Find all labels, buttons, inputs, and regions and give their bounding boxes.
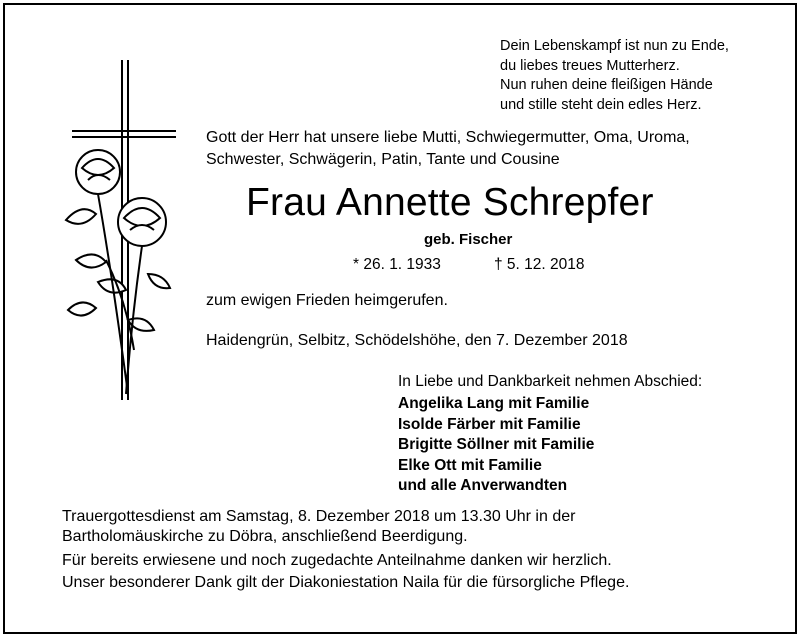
farewell-line: In Liebe und Dankbarkeit nehmen Abschied:: [398, 373, 703, 390]
birth-date: * 26. 1. 1933: [353, 256, 441, 273]
mourner-item: Brigitte Söllner mit Familie: [398, 436, 595, 453]
intro-line: Gott der Herr hat unsere liebe Mutti, Schwiegermutter, Oma, Uroma,: [206, 129, 690, 146]
poem-verse: [500, 37, 729, 115]
mourner-item: Elke Ott mit Familie: [398, 456, 542, 474]
mourners-list: [398, 394, 594, 497]
funeral-service-info: [62, 507, 575, 546]
place-and-date: Haidengrün, Selbitz, Schödelshöhe, den 7. Dezember 2018: [206, 332, 628, 349]
thanks-line: Für bereits erwiesene und noch zugedachte Anteilnahme danken wir herzlich.: [62, 552, 612, 569]
deceased-name: Frau Annette Schrepfer: [246, 181, 654, 224]
thanks-line: Unser besonderer Dank gilt der Diakoniestation Naila für die fürsorgliche Pflege.: [62, 574, 630, 591]
mourner-item: Isolde Färber mit Familie: [398, 415, 581, 433]
intro-text: [206, 127, 690, 171]
intro-line: Schwester, Schwägerin, Patin, Tante und Cousine: [206, 151, 560, 168]
poem-line: du liebes treues Mutterherz.: [500, 57, 680, 74]
poem-line: und stille steht dein edles Herz.: [500, 96, 702, 113]
poem-line: Nun ruhen deine fleißigen Hände: [500, 77, 713, 93]
mourner-item: und alle Anverwandten: [398, 477, 568, 494]
service-line: Bartholomäuskirche zu Döbra, anschließend Beerdigung.: [62, 527, 468, 545]
death-date: † 5. 12. 2018: [494, 256, 585, 273]
thanks-text: [62, 550, 629, 594]
mourner-item: Angelika Lang mit Familie: [398, 395, 590, 412]
peace-text: zum ewigen Frieden heimgerufen.: [206, 292, 448, 309]
poem-line: Dein Lebenskampf ist nun zu Ende,: [500, 38, 729, 54]
birth-name: geb. Fischer: [424, 231, 513, 248]
service-line: Trauergottesdienst am Samstag, 8. Dezember 2018 um 13.30 Uhr in der: [62, 508, 576, 525]
cross-with-roses-icon: [58, 60, 178, 405]
